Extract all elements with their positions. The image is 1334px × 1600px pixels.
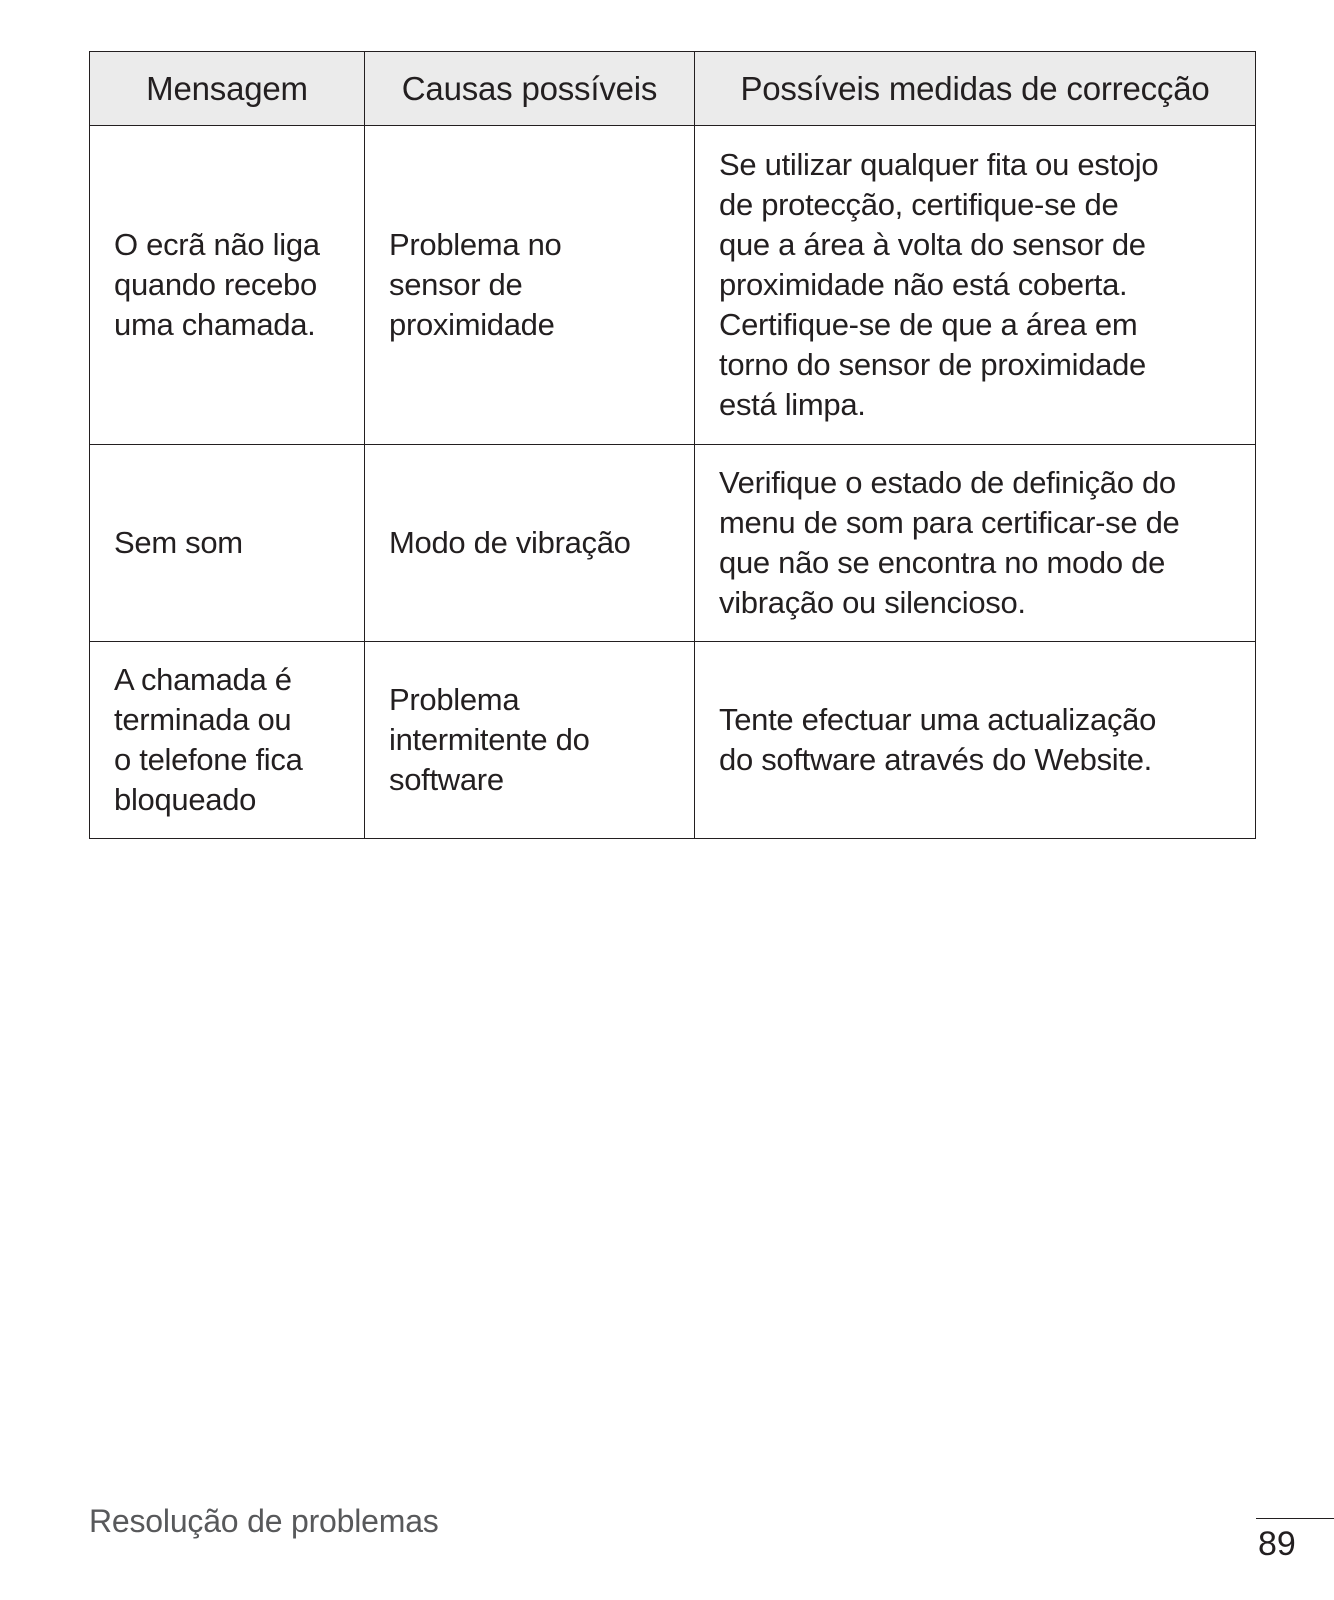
cell-fix: Verifique o estado de definição do menu de som para certificar-se de que não se encontra no modo de vibração ou silencioso. <box>695 445 1256 642</box>
footer-section-title: Resolução de problemas <box>89 1503 439 1539</box>
cell-fix: Tente efectuar uma actualização do software através do Website. <box>695 642 1256 839</box>
header-corrective-measures: Possíveis medidas de correcção <box>695 52 1256 126</box>
table-row <box>90 445 1256 642</box>
cell-cause: Modo de vibração <box>365 445 695 642</box>
table-row <box>90 126 1256 445</box>
cell-cause: Problema intermitente do software <box>365 642 695 839</box>
header-message: Mensagem <box>90 52 365 126</box>
cell-cause: Problema no sensor de proximidade <box>365 126 695 445</box>
cell-message: A chamada é terminada ou o telefone fica bloqueado <box>90 642 365 839</box>
cell-message: O ecrã não liga quando recebo uma chamada. <box>90 126 365 445</box>
troubleshooting-table <box>89 51 1256 839</box>
table-row <box>90 642 1256 839</box>
cell-message: Sem som <box>90 445 365 642</box>
page-number: 89 <box>1258 1525 1296 1563</box>
header-possible-causes: Causas possíveis <box>365 52 695 126</box>
table-header-row <box>90 52 1256 126</box>
cell-fix: Se utilizar qualquer fita ou estojo de protecção, certifique-se de que a área à volta do sensor de proximidade não está coberta. Certifique-se de que a área em torno do sensor de proximidade está limpa. <box>695 126 1256 445</box>
footer-divider <box>1256 1518 1334 1519</box>
